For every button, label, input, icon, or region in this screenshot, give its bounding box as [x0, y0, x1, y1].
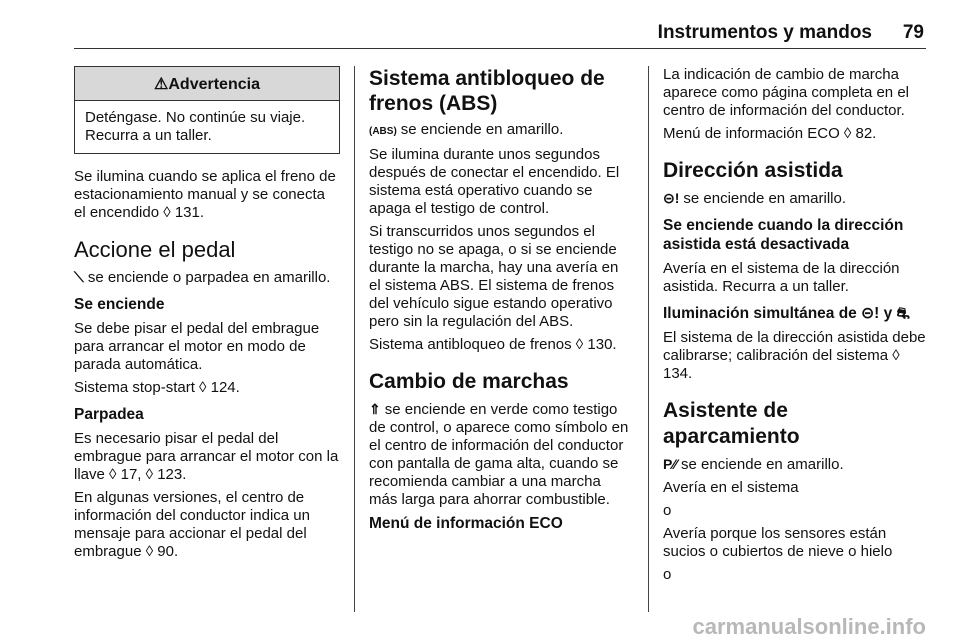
- gear-up-icon: ⇑: [369, 401, 381, 417]
- section-heading-abs: Sistema antibloqueo de frenos (ABS): [369, 67, 605, 115]
- parking-assist-icon: P⁄⁄: [663, 456, 678, 472]
- paragraph: ⇑ se enciende en verde como testigo de control, o aparece como símbolo en el centro de información del conductor con pantalla de gama alta, cuando se recomienda cambiar a una marcha más larga para ahorrar combustible.: [369, 401, 629, 508]
- abs-icon: (ABS): [369, 126, 397, 137]
- paragraph: Avería porque los sensores están sucios o cubiertos de nieve o hielo: [663, 525, 893, 560]
- paragraph: El sistema de la dirección asistida debe calibrarse; calibración del sistema ◊ 134.: [663, 329, 926, 382]
- warning-header: [75, 67, 339, 101]
- paragraph: ⟍ se enciende o parpadea en amarillo.: [74, 269, 331, 286]
- header-rule: [74, 48, 926, 49]
- paragraph: Si transcurridos unos segundos el testigo no se apaga, o si se enciende durante la marcha, hay una avería en el sistema ABS. El sistema de frenos del vehículo sigue estando operativo pero sin la regulación del ABS.: [369, 223, 619, 330]
- column-2: [369, 66, 633, 539]
- paragraph: Menú de información ECO ◊ 82.: [663, 125, 877, 142]
- header-title: Instrumentos y mandos: [657, 22, 872, 43]
- paragraph: Se debe pisar el pedal del embrague para arrancar el motor en modo de parada automática.: [74, 320, 320, 373]
- paragraph: Sistema stop-start ◊ 124.: [74, 379, 240, 396]
- section-heading-gear: Cambio de marchas: [369, 370, 569, 393]
- section-heading-steering: Dirección asistida: [663, 159, 843, 182]
- subheading: Menú de información ECO: [369, 515, 563, 532]
- paragraph: La indicación de cambio de marcha aparece como página completa en el centro de información del conductor.: [663, 66, 909, 119]
- paragraph: (ABS) se enciende en amarillo.: [369, 121, 564, 138]
- subheading: Iluminación simultánea de ⊝! y ⛐: [663, 305, 910, 322]
- paragraph: P⁄⁄ se enciende en amarillo.: [663, 456, 844, 473]
- paragraph: Se ilumina durante unos segundos después de conectar el encendido. El sistema está operativo cuando se apaga el testigo de control.: [369, 146, 620, 217]
- steering-warning-icon: ⊝!: [861, 305, 880, 322]
- watermark: carmanualsonline.info: [692, 614, 926, 639]
- column-divider-1: [354, 66, 355, 612]
- paragraph: Es necesario pisar el pedal del embrague para arrancar el motor con la llave ◊ 17, ◊ 123.: [74, 430, 339, 483]
- service-vehicle-icon: ⛐: [896, 305, 910, 322]
- column-divider-2: [648, 66, 649, 612]
- subheading: Parpadea: [74, 406, 144, 423]
- steering-warning-icon: ⊝!: [663, 190, 680, 206]
- clutch-pedal-icon: ⟍: [74, 269, 84, 285]
- column-3: [663, 66, 927, 589]
- subheading: Se enciende: [74, 296, 165, 313]
- paragraph: o: [663, 502, 672, 519]
- warning-icon: ⚠: [154, 76, 169, 93]
- paragraph: ⊝! se enciende en amarillo.: [663, 190, 847, 207]
- paragraph: Avería en el sistema: [663, 479, 799, 496]
- subheading: Se enciende cuando la dirección asistida está desactivada: [663, 217, 904, 253]
- paragraph: En algunas versiones, el centro de información del conductor indica un mensaje para accionar el pedal del embrague ◊ 90.: [74, 489, 310, 560]
- section-heading-clutch: Accione el pedal: [74, 237, 236, 262]
- warning-text: Deténgase. No continúe su viaje. Recurra a un taller.: [85, 109, 306, 144]
- paragraph: Se ilumina cuando se aplica el freno de estacionamiento manual y se conecta el encendido ◊ 131.: [74, 168, 336, 221]
- page-number: 79: [902, 22, 924, 43]
- section-heading-parking: Asistente de aparcamiento: [663, 399, 800, 448]
- warning-title: Advertencia: [168, 76, 260, 93]
- column-1: [74, 66, 340, 566]
- paragraph: o: [663, 566, 672, 583]
- paragraph: Avería en el sistema de la dirección asistida. Recurra a un taller.: [663, 260, 900, 295]
- paragraph: Sistema antibloqueo de frenos ◊ 130.: [369, 336, 617, 353]
- warning-box: [74, 66, 340, 154]
